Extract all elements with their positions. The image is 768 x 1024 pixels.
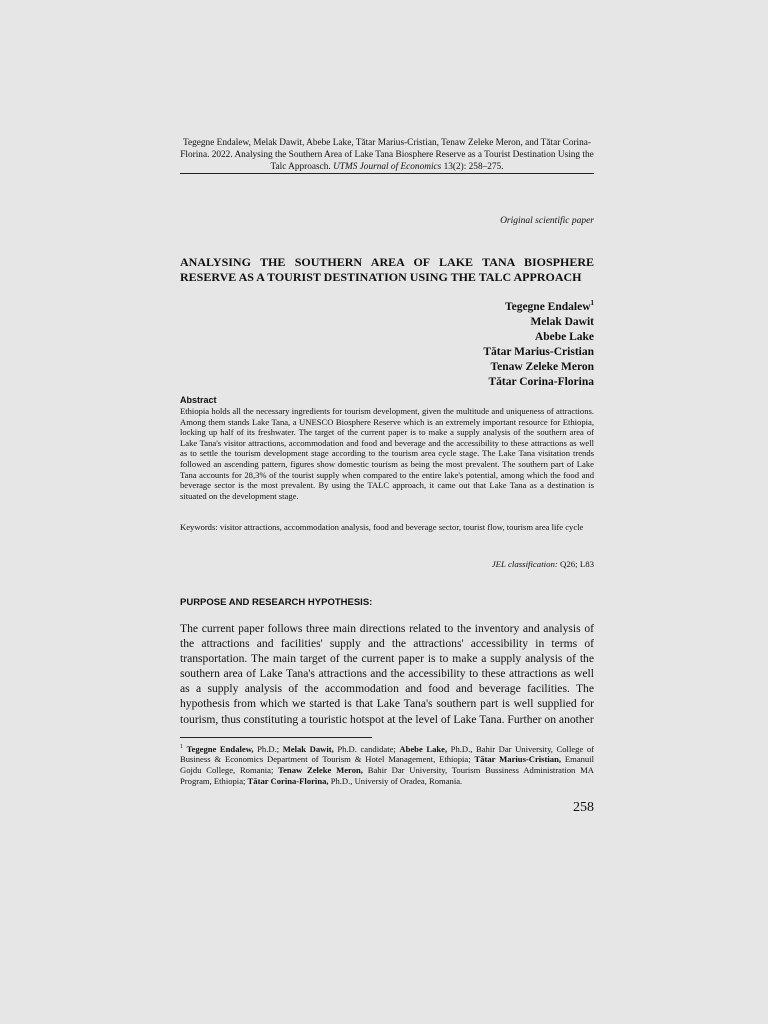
footnote-marker: 1 <box>180 744 183 750</box>
abstract-body: Ethiopia holds all the necessary ingredients for tourism development, given the multitude and uniqueness of attractions. Among them stands Lake Tana, a UNESCO Biosphere Reserve which is an extremely important resource for Ethiopia, locking up half of its freshwater. The target of the current paper is to make a supply analysis of the southern area of Lake Tana's visitor attractions, accommodation and food and beverage and the accessibility to these attractions as well as to settle the tourism development stage according to the tourism area cycle stage. The Lake Tana visitation trends followed an ascending pattern, figures show domestic tourism as being the most prevalent. The southern part of Lake Tana accounts for 28,3% of the tourist supply when compared to the entire lake's potential, among which the food and beverage sector is the most prevalent. By using the TALC approach, it came out that Lake Tana as a destination is situated on the development stage. <box>180 406 594 501</box>
author-name: Tegegne Endalew <box>504 300 591 313</box>
footnote-text: Emanuil Gojdu College, Romania; <box>180 754 594 776</box>
citation-text: Tegegne Endalew, Melak Dawit, Abebe Lake, Tătar Marius-Cristian, Tenaw Zeleke Meron, and Tătar Corina-Florina. 2022. Analysing the Southern Area of Lake Tana Biosphere Reserve as a Tourist Destination Using the Talc Approasch. <box>180 138 594 172</box>
section-body: The current paper follows three main directions related to the inventory and analysis of the attractions and facilities' supply and the attractions' accessibility in terms of transportation. The main target of the current paper is to make a supply analysis of the southern area of Lake Tana's attractions and the accessibility to these attractions as well as a supply analysis of the accommodation and food and beverage facilities. The hypothesis from which we started is that Lake Tana's southern part is well supplied for tourism, thus constituting a touristic hotspot at the level of Lake Tana. Further on another <box>180 622 594 726</box>
author-item <box>380 296 594 315</box>
paper-title: ANALYSING THE SOUTHERN AREA OF LAKE TANA BIOSPHERE RESERVE AS A TOURIST DESTINATION USING THE TALC APPROACH <box>180 255 594 284</box>
citation-suffix: 13(2): 258–275. <box>441 162 504 172</box>
footnote-author: Tătar Marius-Cristian, <box>474 754 562 765</box>
footnote-author: Melak Dawit, <box>282 743 334 754</box>
author-item: Tătar Marius-Cristian <box>483 345 594 358</box>
author-item: Tenaw Zeleke Meron <box>490 360 594 373</box>
footnote-rule <box>180 737 372 738</box>
footnote-text: Ph.D. candidate; <box>333 743 400 754</box>
footnote-author: Tenaw Zeleke Meron, <box>278 765 363 776</box>
abstract-heading: Abstract <box>180 395 217 405</box>
jel-classification <box>380 559 594 569</box>
footnote-author: Tegegne Endalew, <box>186 743 254 754</box>
section-heading: PURPOSE AND RESEARCH HYPOTHESIS: <box>180 597 373 608</box>
author-item: Tătar Corina-Florina <box>488 375 594 388</box>
footnote-author: Tătar Corina-Florina, <box>247 775 329 786</box>
author-item: Abebe Lake <box>534 330 594 343</box>
keywords: Keywords: visitor attractions, accommodation analysis, food and beverage sector, tourist flow, tourism area life cycle <box>180 522 584 532</box>
jel-codes: Q26; L83 <box>557 559 594 569</box>
footnote <box>180 742 594 786</box>
jel-label: JEL classification: <box>491 559 558 569</box>
author-list <box>380 296 594 390</box>
footnote-author: Abebe Lake, <box>399 743 448 754</box>
paper-type: Original scientific paper <box>500 216 594 226</box>
author-footnote-marker: 1 <box>590 299 594 307</box>
footnote-text: Ph.D.; <box>253 743 283 754</box>
author-item: Melak Dawit <box>530 315 594 328</box>
page-number: 258 <box>573 800 594 815</box>
footnote-text: Bahir Dar University, Tourism Bussiness Administration MA Program, Ethiopia; <box>180 765 594 786</box>
footnote-text: Ph.D., Bahir Dar University, College of Business & Economics Department of Tourism & Hotel Management, Ethiopia; <box>180 743 594 765</box>
footnote-text: Ph.D., Universiy of Oradea, Romania. <box>328 775 463 786</box>
header-rule <box>180 173 594 174</box>
citation-journal: UTMS Journal of Economics <box>333 162 442 172</box>
citation-header <box>180 137 594 173</box>
